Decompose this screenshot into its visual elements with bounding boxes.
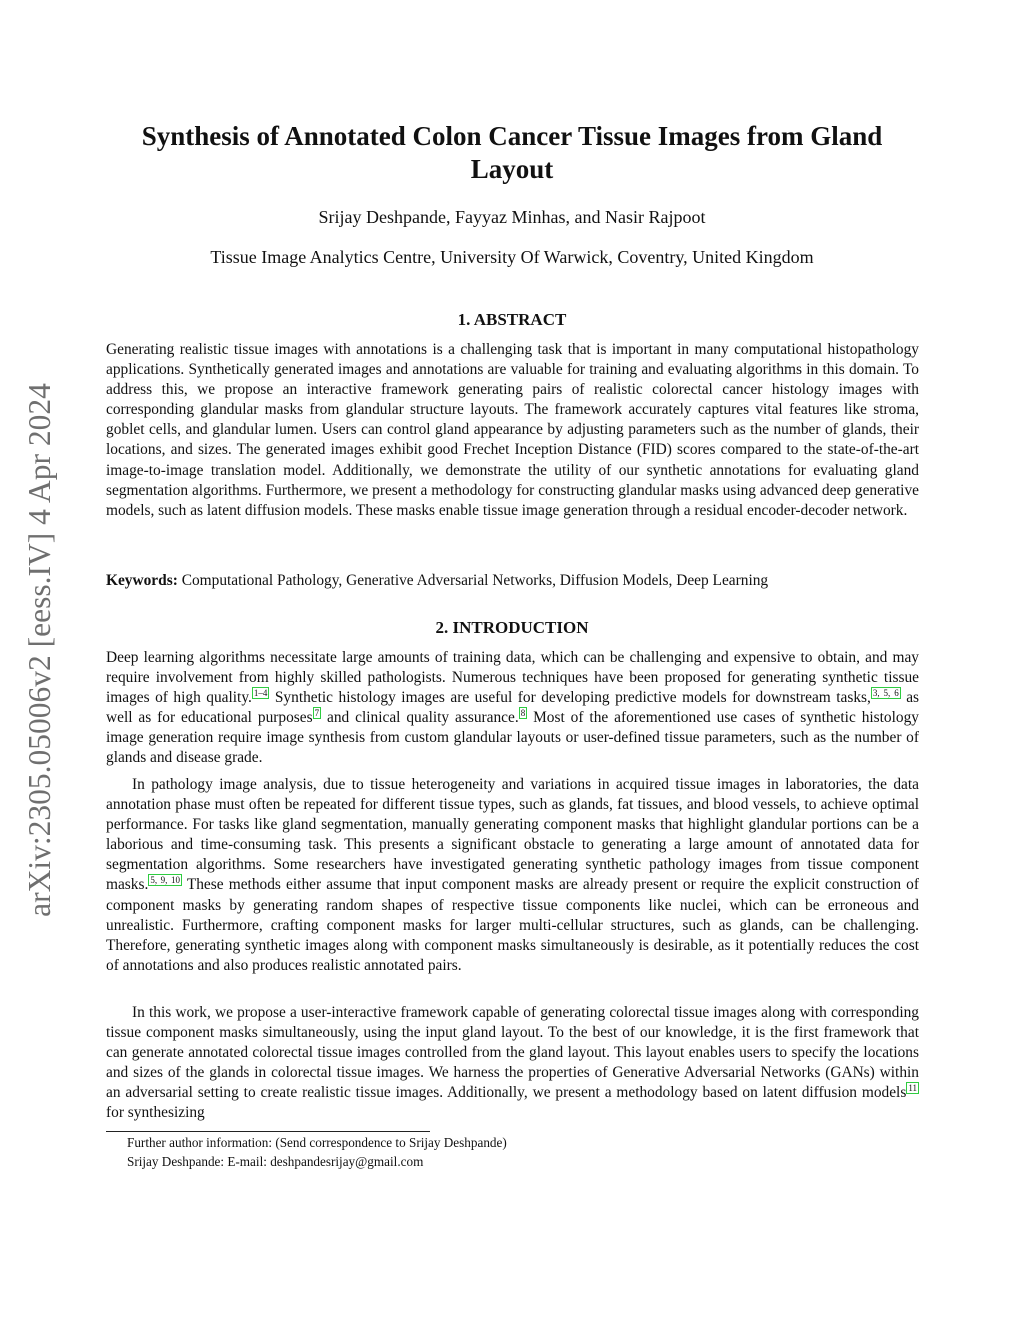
intro-paragraph-2 xyxy=(106,775,919,976)
affiliation: Tissue Image Analytics Centre, University Of Warwick, Coventry, United Kingdom xyxy=(210,247,814,267)
intro-p3-text-a: In this work, we propose a user-interactive framework capable of generating colorectal tissue images along with corresponding tissue component masks simultaneously, using the input gland layout. To the best of our knowledge, it is the first framework that can generate annotated colorectal tissue images controlled from the gland layout. This layout enables users to specify the locations and sizes of the glands in colorectal tissue images. We harness the properties of Generative Adversarial Networks (GANs) within an adversarial setting to create realistic tissue images. Additionally, we present a methodology based on latent diffusion models xyxy=(106,1004,919,1102)
citation-link[interactable]: 11 xyxy=(908,1083,917,1094)
abstract-text: Generating realistic tissue images with annotations is a challenging task that is important in many computational histopathology applications. Synthetically generated images and annotations are valuable for training and evaluating algorithms in this domain. To address this, we propose an interactive framework generating pairs of realistic colorectal cancer histology images with corresponding glandular masks from glandular structure layouts. The framework accurately captures vital features like stroma, goblet cells, and glandular lumen. Users can control gland appearance by adjusting parameters such as the number of glands, their locations, and sizes. The generated images exhibit good Frechet Inception Distance (FID) scores compared to the state-of-the-art image-to-image translation model. Additionally, we demonstrate the utility of our synthetic annotations for evaluating gland segmentation algorithms. Furthermore, we present a methodology for constructing glandular masks using advanced deep generative models, such as latent diffusion models. These masks enable tissue image generation through a residual encoder-decoder network. xyxy=(106,341,919,519)
author-list: Srijay Deshpande, Fayyaz Minhas, and Nasir Rajpoot xyxy=(318,207,706,227)
intro-p2-text-a: In pathology image analysis, due to tissue heterogeneity and variations in acquired tissue images in laboratories, the data annotation phase must often be repeated for different tissue types, such as glands, fat tissues, and blood vessels, to achieve optimal performance. For tasks like gland segmentation, manually generating component masks that highlight glandular portions can be a laborious and time-consuming task. This presents a significant obstacle to generating a large amount of annotated data for segmentation algorithms. Some researchers have investigated generating synthetic pathology images from tissue component masks. xyxy=(106,776,919,894)
intro-p1-text-c: as well as for educational purposes xyxy=(106,689,920,727)
introduction-heading: 2. INTRODUCTION xyxy=(435,618,589,637)
citation-link[interactable]: 8 xyxy=(520,708,526,719)
footnote-email: Srijay Deshpande: E-mail: deshpandesrijay@gmail.com xyxy=(127,1154,424,1169)
arxiv-identifier: arXiv:2305.05006v2 [eess.IV] 4 Apr 2024 xyxy=(22,383,57,917)
keywords-label: Keywords: xyxy=(106,572,178,589)
citation-link[interactable]: 5, 9, 10 xyxy=(150,875,180,886)
intro-p1-text-e: Most of the aforementioned use cases of synthetic histology image generation require image synthesis from custom glandular layouts or user-defined tissue parameters, such as the number of glands and disease grade. xyxy=(106,709,919,767)
paper-title: Synthesis of Annotated Colon Cancer Tissue Images from Gland Layout xyxy=(141,121,883,184)
intro-paragraph-1 xyxy=(106,648,919,769)
intro-p1-text-b: Synthetic histology images are useful for developing predictive models for downstream tasks, xyxy=(269,689,871,707)
keywords-text: Computational Pathology, Generative Adversarial Networks, Diffusion Models, Deep Learning xyxy=(181,572,769,589)
citation-link[interactable]: 1–4 xyxy=(253,688,268,699)
citation-link[interactable]: 3, 5, 6 xyxy=(872,688,899,699)
footnote-divider xyxy=(106,1131,430,1132)
abstract-heading: 1. ABSTRACT xyxy=(457,310,567,329)
citation-link[interactable]: 7 xyxy=(314,708,320,719)
footnote-author-info: Further author information: (Send correspondence to Srijay Deshpande) xyxy=(127,1135,507,1150)
intro-p1-text-a: Deep learning algorithms necessitate large amounts of training data, which can be challenging and expensive to obtain, and may require involvement from highly skilled pathologists. Numerous techniques have been proposed for generating synthetic tissue images of high quality. xyxy=(106,649,919,707)
intro-p3-text-b: for synthesizing xyxy=(106,1104,205,1122)
intro-p2-text-b: These methods either assume that input component masks are already present or require the explicit construction of component masks by generating random shapes of respective tissue components like nuclei, which can be erroneous and unrealistic. Furthermore, crafting component masks for larger multi-cellular structures, such as glands, can be challenging. Therefore, generating synthetic images along with component masks simultaneously is desirable, as it potentially reduces the cost of annotations and also produces realistic annotated pairs. xyxy=(106,876,919,974)
keywords xyxy=(106,571,919,591)
intro-p1-text-d: and clinical quality assurance. xyxy=(321,709,519,727)
intro-paragraph-3 xyxy=(106,1003,919,1124)
